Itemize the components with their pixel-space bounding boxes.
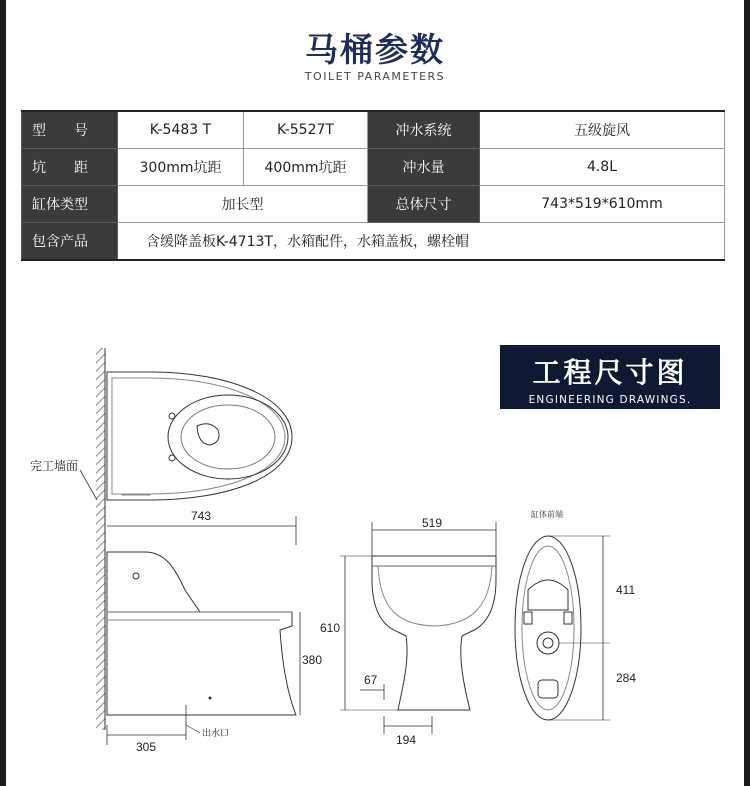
dim-rough-in [107, 725, 186, 754]
finished-wall [96, 348, 105, 730]
value-flush-system: 五级旋风 [480, 111, 725, 149]
label-flush-volume: 冲水量 [368, 149, 480, 186]
dim-height [320, 556, 398, 710]
label-bowl-type: 缸体类型 [22, 186, 118, 223]
label-model: 型 号 [22, 111, 118, 149]
svg-text:519: 519 [422, 516, 443, 530]
page-subtitle: TOILET PARAMETERS [304, 70, 446, 83]
front-label: 缸体前端 [531, 510, 563, 519]
toilet-side-view [107, 552, 296, 715]
dim-length [107, 509, 296, 545]
page-title: 马桶参数 [305, 30, 445, 69]
svg-text:194: 194 [396, 733, 417, 747]
dim-67 [360, 673, 384, 700]
value-rough-in-1: 300mm坑距 [118, 149, 244, 186]
outlet-label: 出水口 [202, 729, 230, 739]
svg-text:411: 411 [616, 583, 636, 597]
dim-width [372, 516, 496, 556]
engineering-subtitle: ENGINEERING DRAWINGS. [528, 394, 692, 406]
svg-text:284: 284 [616, 671, 637, 685]
dim-284 [548, 643, 636, 720]
svg-text:610: 610 [320, 621, 341, 635]
label-flush-system: 冲水系统 [368, 111, 480, 149]
value-model-1: K-5483 T [118, 111, 244, 149]
dim-194 [384, 716, 432, 747]
svg-text:67: 67 [364, 673, 378, 687]
value-overall-size: 743*519*610mm [480, 186, 725, 223]
value-model-2: K-5527T [244, 111, 368, 149]
svg-text:305: 305 [136, 740, 157, 754]
dim-411 [548, 536, 635, 643]
label-overall-size: 总体尺寸 [368, 186, 480, 223]
wall-label: 完工墙面 [30, 459, 79, 473]
toilet-top-view [107, 372, 292, 500]
value-bowl-type: 加长型 [118, 186, 368, 223]
engineering-title: 工程尺寸图 [532, 356, 688, 389]
value-rough-in-2: 400mm坑距 [244, 149, 368, 186]
value-flush-volume: 4.8L [480, 149, 725, 186]
value-included: 含缓降盖板K-4713T，水箱配件，水箱盖板，螺栓帽 [118, 223, 725, 261]
toilet-front-view [372, 556, 496, 710]
dim-seat-height [300, 612, 322, 715]
label-included: 包含产品 [22, 223, 118, 261]
label-rough-in: 坑 距 [22, 149, 118, 186]
toilet-bottom-view [515, 536, 581, 720]
svg-text:380: 380 [302, 653, 323, 667]
svg-text:743: 743 [191, 509, 212, 523]
